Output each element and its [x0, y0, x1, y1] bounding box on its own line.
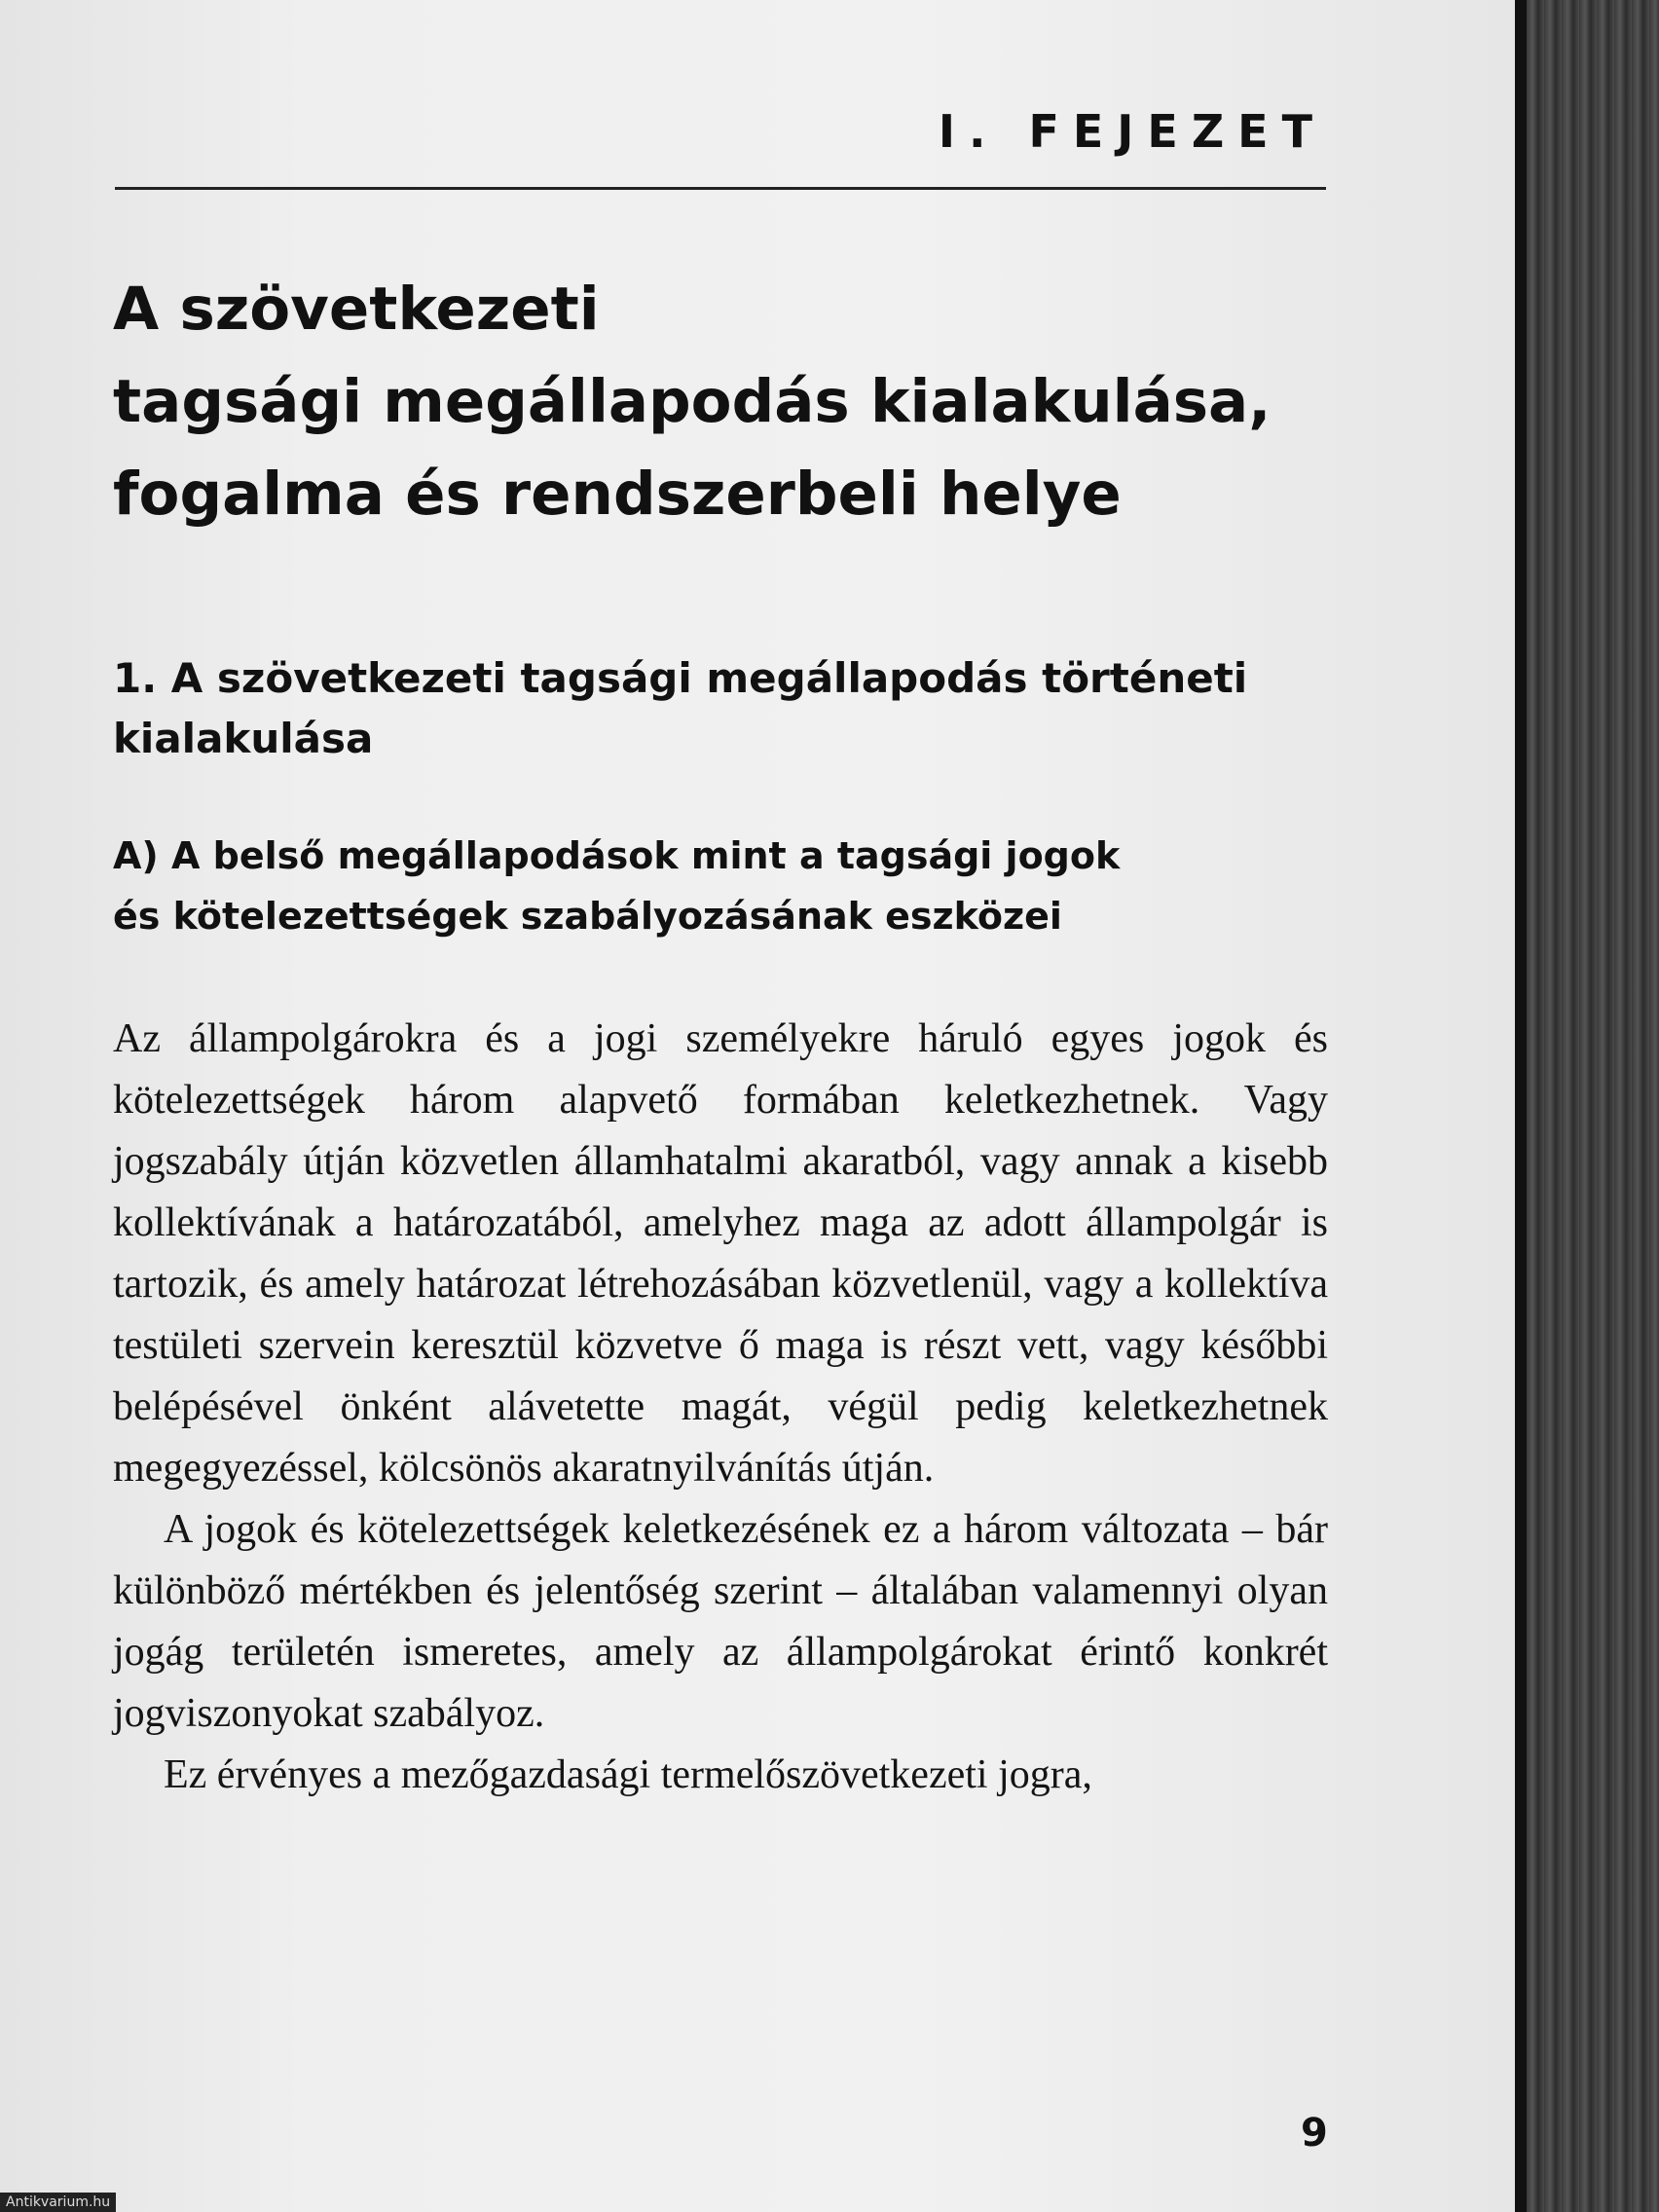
chapter-title — [113, 263, 1340, 540]
chapter-title-line: fogalma és rendszerbeli helye — [113, 460, 1122, 529]
chapter-title-line: A szövetkezeti — [113, 275, 600, 344]
subsection-title-line: A) A belső megállapodások mint a tagsági jogok — [113, 834, 1121, 877]
subsection-title-line: és kötelezettségek szabályozásának eszközei — [113, 895, 1062, 938]
section-title: 1. A szövetkezeti tagsági megállapodás történeti kialakulása — [113, 654, 1248, 762]
body-text — [113, 1009, 1328, 1806]
body-paragraph: A jogok és kötelezettségek keletkezésének ez a három változata – bár különböző mértékben és jelentőség szerint – általában valamennyi olyan jogág területén ismeretes, amely az állampolgárokat érintő konkrét jogviszonyokat szabályoz. — [113, 1507, 1328, 1736]
page-number: 9 — [1301, 2111, 1328, 2156]
body-paragraph: Az állampolgárokra és a jogi személyekre háruló egyes jogok és kötelezettségek három alapvető formában keletkezhetnek. Vagy jogszabály útján közvetlen államhatalmi akaratból, vagy annak a kisebb kollektívának a határozatából, amelyhez maga az adott állampolgár is tartozik, és amely határozat létrehozásában közvetlenül, vagy a kollektíva testületi szervein keresztül közvetve ő maga is részt vett, vagy későbbi belépésével önként alávetette magát, végül pedig keletkezhetnek megegyezéssel, kölcsönös akaratnyilvánítás útján. — [113, 1016, 1328, 1491]
chapter-title-line: tagsági megállapodás kialakulása, — [113, 367, 1272, 436]
body-paragraph: Ez érvényes a mezőgazdasági termelőszövetkezeti jogra, — [164, 1752, 1092, 1797]
chapter-label: I. FEJEZET — [938, 105, 1326, 158]
watermark: Antikvarium.hu — [0, 2193, 116, 2212]
binder-edge — [1527, 0, 1659, 2212]
chapter-divider — [115, 187, 1326, 190]
subsection-title — [113, 826, 1344, 946]
